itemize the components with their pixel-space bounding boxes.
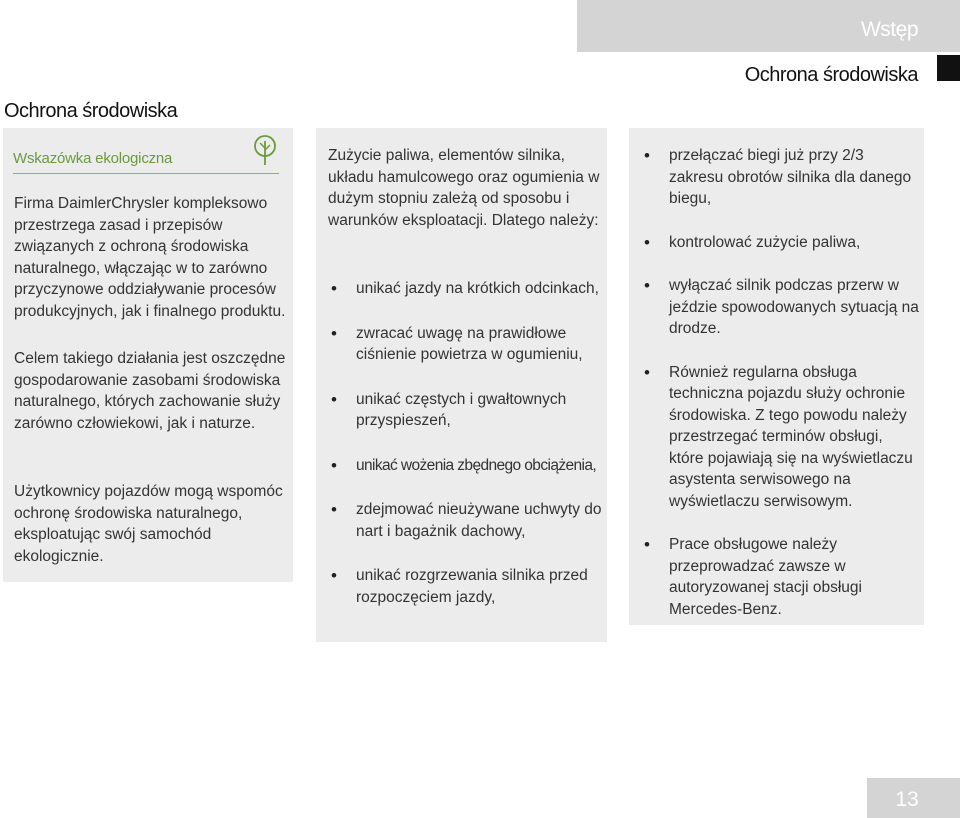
eco-paragraph-3: Użytkownicy pojazdów mogą wspomóc ochronę środowiska naturalnego, eksploatując swój samochód ekologicznie.: [14, 483, 283, 565]
section-header: Ochrona środowiska: [744, 64, 918, 86]
list-item: • Również regularna obsługa techniczna pojazdu służy ochronie środowiska. Z tego powodu należy przestrzegać terminów obsługi, które pojawiają się na wyświetlaczu asystenta serwisowego na wyświetlaczu serwisowym.: [641, 362, 921, 513]
eco-paragraph-1: Firma DaimlerChrysler kompleksowo przestrzega zasad i przepisów związanych z ochroną środowiska naturalnego, włączając w to zarówno przyczynowe oddziaływanie procesów produkcyjnych, jak i finalnego produktu.: [14, 195, 286, 320]
list-item: • zwracać uwagę na prawidłowe ciśnienie powietrza w ogumieniu,: [328, 323, 606, 366]
right-list: [641, 145, 921, 620]
eco-note-heading: Wskazówka ekologiczna: [13, 150, 173, 167]
list-item: • unikać jazdy na krótkich odcinkach,: [328, 278, 606, 300]
eco-note-divider: [13, 173, 279, 174]
list-item: • wyłączać silnik podczas przerw w jeździe spowodowanych sytuacją na drodze.: [641, 275, 921, 340]
eco-paragraph-2: Celem takiego działania jest oszczędne gospodarowanie zasobami środowiska naturalnego, których zachowanie służy zarówno człowiekowi, jak i naturze.: [14, 350, 286, 432]
page-number: 13: [895, 788, 919, 811]
tree-icon: [252, 134, 278, 166]
list-item: • przełączać biegi już przy 2/3 zakresu obrotów silnika dla danego biegu,: [641, 145, 921, 210]
page-title: Ochrona środowiska: [4, 100, 178, 122]
corner-marker: [937, 55, 960, 81]
list-item: • kontrolować zużycie paliwa,: [641, 232, 921, 254]
list-item: • Prace obsługowe należy przeprowadzać zawsze w autoryzowanej stacji obsługi Mercedes-Benz.: [641, 534, 921, 620]
list-item: • zdejmować nieużywane uchwyty do nart i bagażnik dachowy,: [328, 499, 606, 542]
list-item: • unikać rozgrzewania silnika przed rozpoczęciem jazdy,: [328, 565, 606, 608]
list-item: • unikać wożenia zbędnego obciążenia,: [328, 455, 606, 477]
middle-intro: Zużycie paliwa, elementów silnika, układu hamulcowego oraz ogumienia w dużym stopniu zależą od sposobu i warunków eksploatacji. Dlatego należy:: [328, 147, 600, 229]
chapter-title: Wstęp: [860, 18, 918, 41]
list-item: • unikać częstych i gwałtownych przyspieszeń,: [328, 389, 606, 432]
middle-list: [328, 278, 606, 608]
